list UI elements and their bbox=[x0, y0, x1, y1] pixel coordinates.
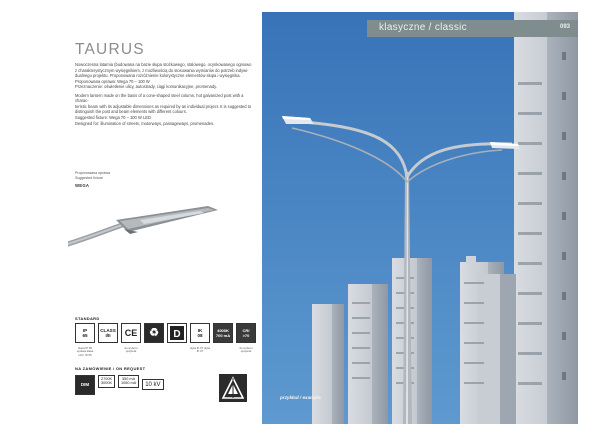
badge-bottom: 08 bbox=[197, 333, 203, 338]
badge-caption: do wyboru opcjonal bbox=[239, 346, 253, 354]
suggested-fixture-label bbox=[75, 171, 110, 180]
badge-caption bbox=[144, 347, 164, 357]
street-lamp-photo bbox=[262, 12, 578, 424]
category-band bbox=[367, 20, 578, 37]
current-option bbox=[118, 375, 139, 388]
desc-pl-line: Przeznaczenie: oświetlenie ulicy, autostrady, ciągi komunikacyjne, promenady. bbox=[75, 84, 217, 90]
page-number: 093 bbox=[559, 24, 570, 30]
product-description bbox=[75, 62, 255, 129]
recycling-icon bbox=[144, 323, 164, 343]
street-lamp-fixture-image bbox=[68, 198, 228, 250]
badge-bottom: I/II bbox=[105, 333, 111, 338]
option-line: 350 mA bbox=[122, 377, 136, 381]
option-line: DIM bbox=[80, 381, 90, 387]
color-temp-option bbox=[98, 375, 115, 388]
desc-pl-line: dualnego projektu. Proponowana rozróżnienie kolorystyczne elementów słupa i wysięgnika. bbox=[75, 73, 241, 79]
option-line: 1050 mA bbox=[120, 381, 137, 386]
color-temperature-badge bbox=[213, 323, 233, 343]
badge-bottom: 65 bbox=[82, 333, 88, 338]
standard-label: STANDARD bbox=[75, 316, 100, 321]
desc-pl-line: Proponowana oprawa: Wega 70 – 100 W bbox=[75, 78, 150, 84]
badge-caption: słupa IP 65 oprawa klasa ochr. IP 65 bbox=[76, 346, 94, 357]
svg-text:D: D bbox=[173, 329, 181, 340]
photo-caption: przykład / example bbox=[280, 395, 321, 400]
desc-pl-line: Nowoczesna latarnia (budowana na bazie słupa stożkowego, stalowego, ocynkowanego ogniowo bbox=[75, 62, 252, 67]
fixture-model: WEGA bbox=[75, 183, 90, 188]
option-line: 2700K bbox=[101, 377, 112, 381]
surge-protection-option: 10 kV bbox=[142, 379, 163, 390]
ik-rating-badge bbox=[190, 323, 210, 343]
badge-top: ♻ bbox=[149, 326, 159, 339]
badge-top: IP bbox=[82, 328, 88, 333]
badge-top: IK bbox=[197, 328, 203, 333]
energy-class-badge bbox=[167, 323, 187, 343]
desc-en-line: Modern lantern made on the basis of a cone-shaped steel column, hot galvanized post with a charac- bbox=[75, 92, 244, 104]
badge-bottom: >70 bbox=[242, 333, 250, 338]
left-page bbox=[0, 0, 262, 435]
badge-caption bbox=[98, 347, 118, 357]
standard-badges bbox=[75, 323, 256, 345]
ip-rating-badge bbox=[75, 323, 95, 343]
badge-top: 4000K bbox=[217, 328, 229, 333]
description-english bbox=[75, 93, 255, 127]
dim-option-badge bbox=[75, 375, 95, 395]
desc-en-line: distinguish the post and beam elements with different colours. bbox=[75, 109, 187, 115]
on-request-label: NA ZAMÓWIENIE / ON REQUEST bbox=[75, 366, 146, 371]
desc-en-line: Suggested fixture: Wega 70 – 100 W LED bbox=[75, 114, 151, 120]
right-page-photo bbox=[262, 12, 578, 424]
badge-caption bbox=[213, 347, 233, 357]
desc-en-line: Designed for: illumination of streets, motorways, passageways, promenades. bbox=[75, 120, 215, 126]
badge-bottom: 700 mA bbox=[215, 333, 231, 338]
cri-badge bbox=[236, 323, 256, 343]
fixture-label-en: Suggested fixture bbox=[75, 175, 103, 180]
fixture-label-pl: Proponowana oprawa bbox=[75, 171, 110, 175]
on-request-options bbox=[75, 375, 164, 395]
desc-pl-line: z charakterystycznym wysięgnikiem, z możliwością do stosowania wymiarów do potrzeb indywi- bbox=[75, 67, 249, 73]
badge-caption: płyta IK 07 plyta IK 07 bbox=[190, 346, 210, 354]
class-badge bbox=[98, 323, 118, 343]
category-label: klasyczne / classic bbox=[379, 22, 467, 33]
ce-mark-icon bbox=[121, 323, 141, 343]
badge-caption bbox=[167, 347, 187, 357]
standard-captions bbox=[75, 347, 256, 357]
energy-class-icon bbox=[169, 325, 185, 341]
product-title: TAURUS bbox=[75, 41, 145, 58]
description-polish bbox=[75, 62, 255, 90]
brand-logo-icon bbox=[219, 374, 247, 402]
desc-en-line: teristic beam with its adjustable dimensions as required by an individual project. It is suggested to bbox=[75, 103, 252, 109]
option-line: 3000K bbox=[101, 381, 112, 386]
badge-top: CRI bbox=[242, 328, 250, 333]
badge-top: CE bbox=[124, 327, 138, 338]
badge-top: CLASS bbox=[100, 328, 116, 333]
badge-caption: do wyboru opcjonal bbox=[124, 346, 138, 354]
